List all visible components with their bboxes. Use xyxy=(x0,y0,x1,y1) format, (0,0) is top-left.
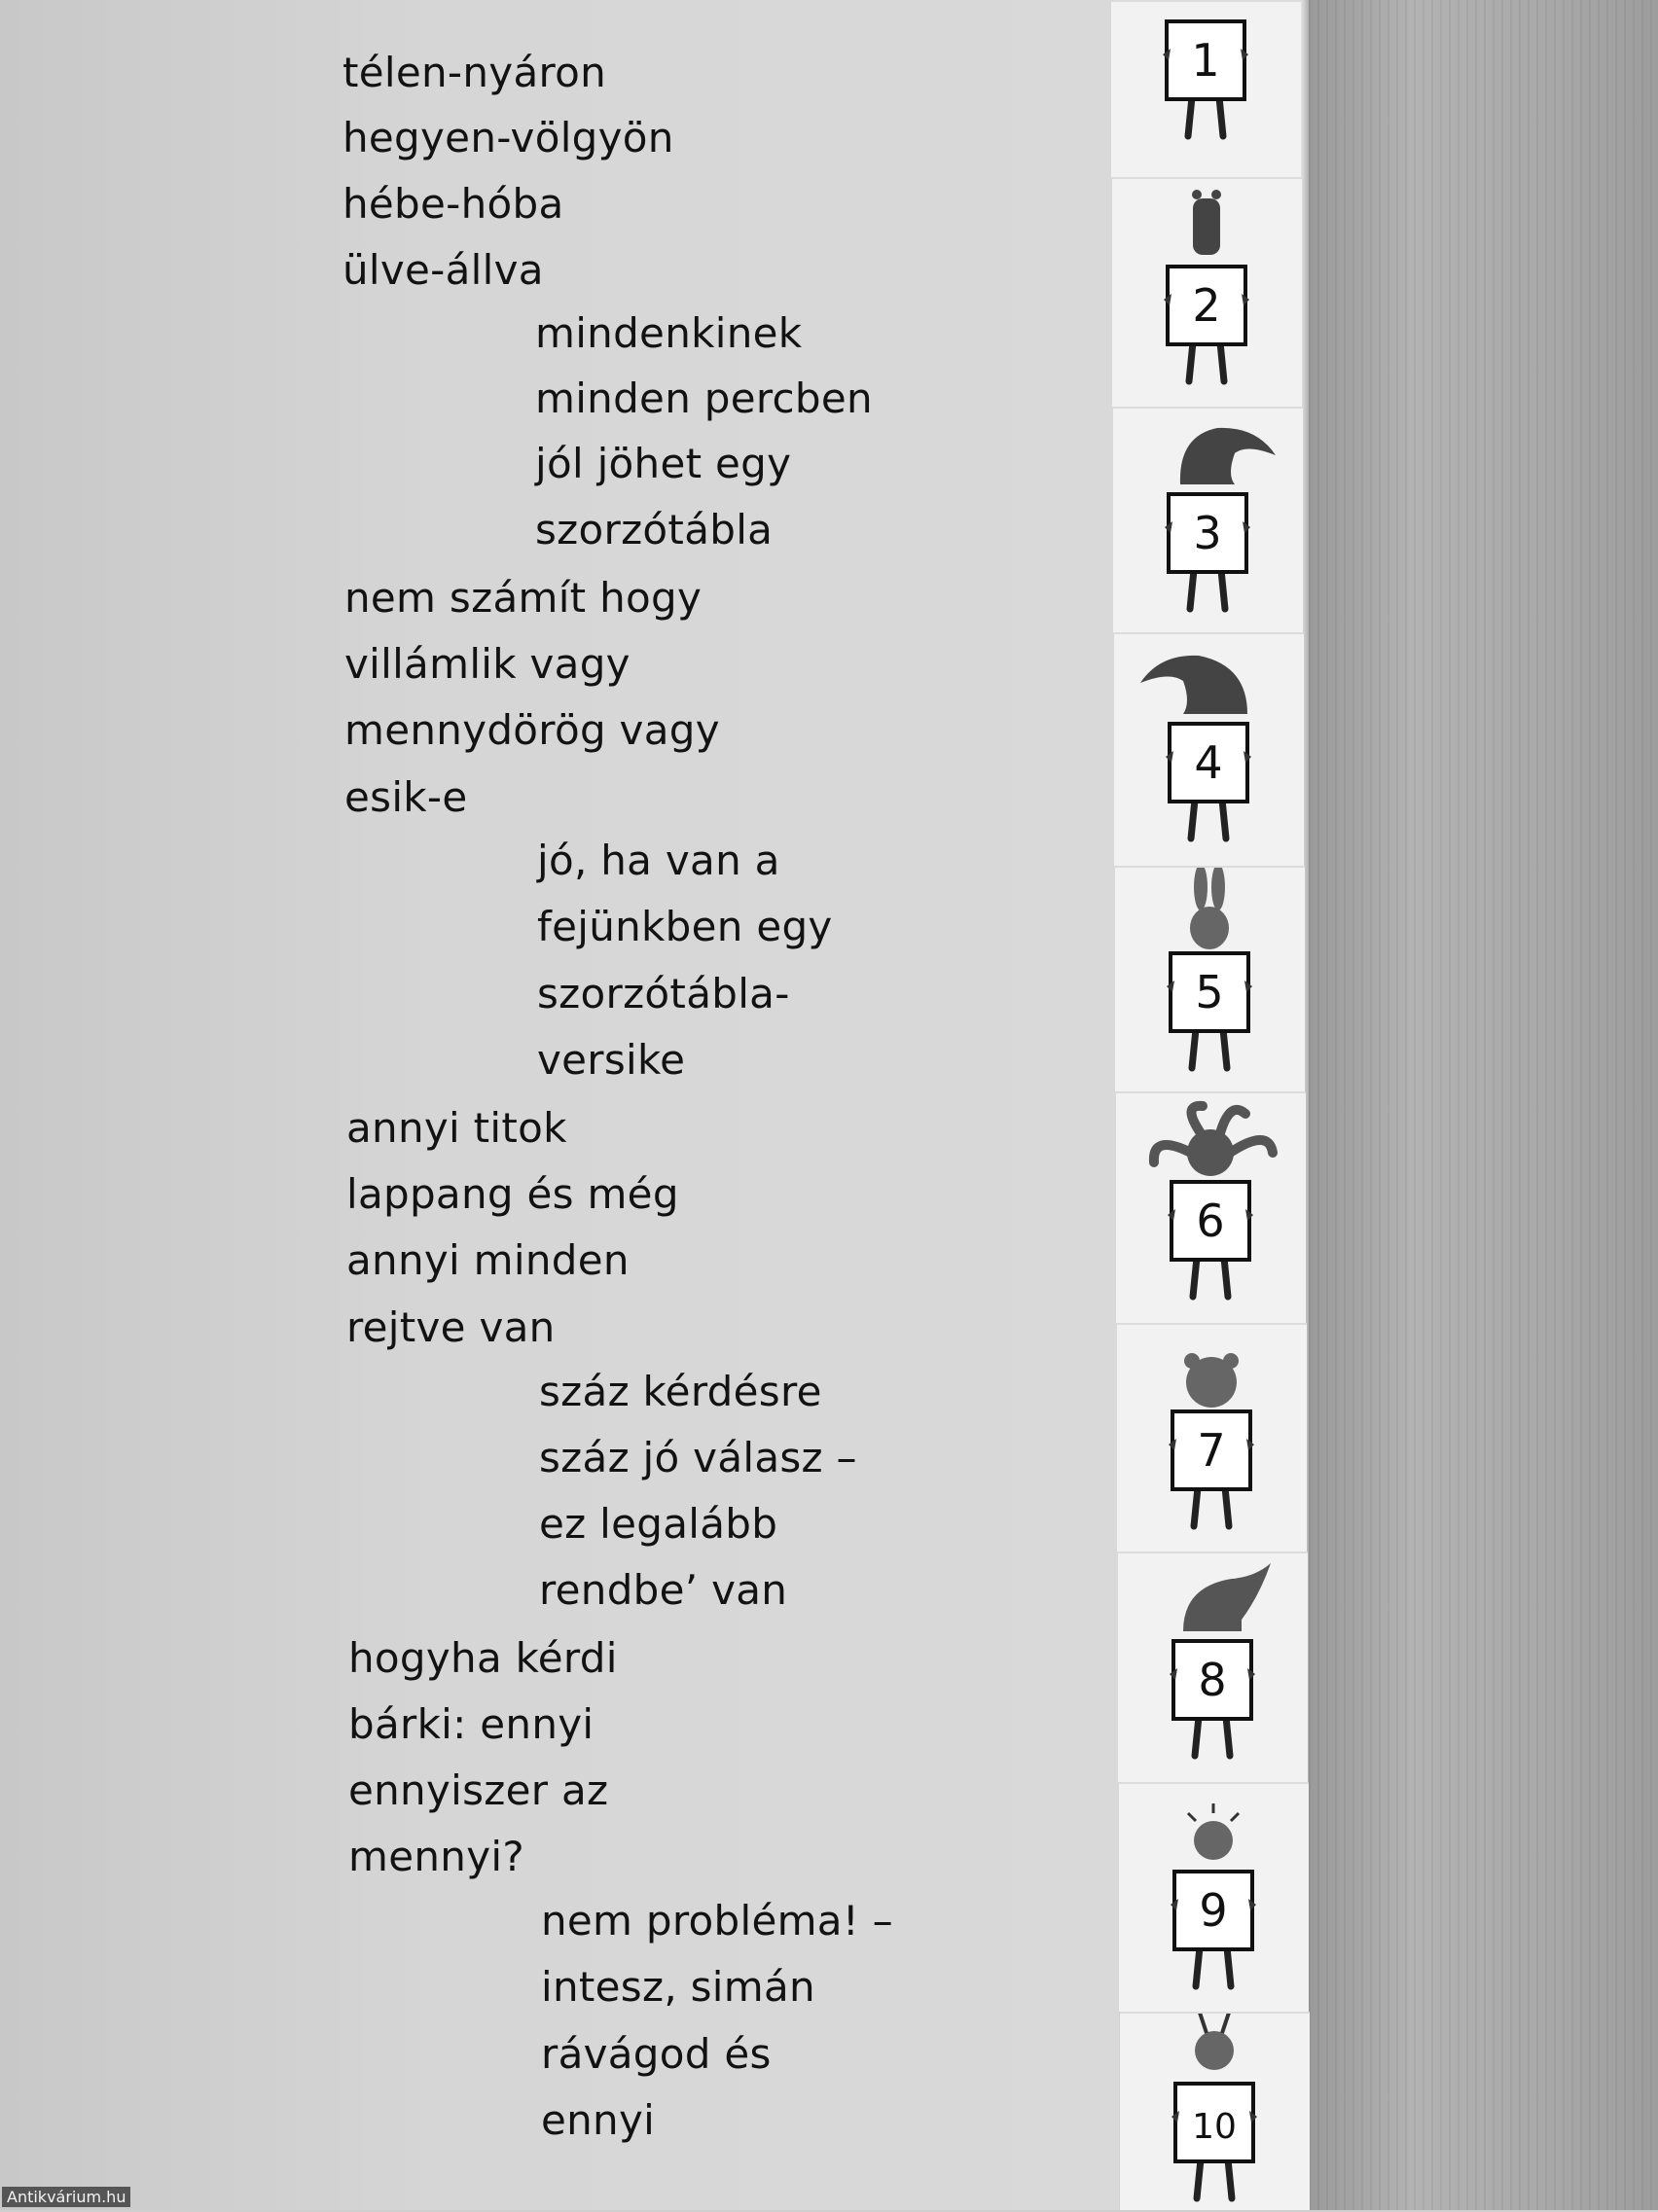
index-tab-10[interactable] xyxy=(1120,2012,1310,2210)
watermark: Antikvárium.hu xyxy=(2,2187,130,2207)
poem-line: versike xyxy=(537,1036,686,1084)
poem-line: annyi minden xyxy=(346,1236,630,1284)
index-tab-6[interactable] xyxy=(1116,1091,1306,1323)
poem-line: hegyen-völgyön xyxy=(342,114,674,161)
poem-line: hogyha kérdi xyxy=(348,1634,618,1682)
index-tab-7[interactable] xyxy=(1117,1323,1307,1552)
poem-line: szorzótábla- xyxy=(537,970,790,1017)
poem-line: annyi titok xyxy=(346,1104,567,1152)
poem-line: mennydörög vagy xyxy=(344,706,720,754)
tab-number: 1 xyxy=(1191,34,1220,87)
poem-line: hébe-hóba xyxy=(342,180,564,228)
tab-number: 9 xyxy=(1199,1884,1228,1937)
poem-line: száz kérdésre xyxy=(539,1368,822,1415)
poem-line: bárki: ennyi xyxy=(348,1700,595,1748)
poem-line: rendbe’ van xyxy=(539,1566,788,1614)
poem-line: villámlik vagy xyxy=(344,640,631,688)
poem-line: ennyiszer az xyxy=(348,1766,609,1814)
poem-line: ez legalább xyxy=(539,1500,778,1548)
poem-line: rávágod és xyxy=(541,2030,772,2078)
index-tab-8[interactable] xyxy=(1118,1552,1308,1782)
poem-line: esik-e xyxy=(344,773,468,821)
index-tab-9[interactable] xyxy=(1119,1782,1309,2012)
poem-line: nem számít hogy xyxy=(344,574,703,622)
poem-line: intesz, simán xyxy=(541,1963,815,2011)
tab-number: 6 xyxy=(1196,1195,1225,1247)
tab-number: 3 xyxy=(1193,507,1222,559)
poem-line: rejtve van xyxy=(346,1303,556,1351)
poem-line: télen-nyáron xyxy=(342,49,607,96)
poem-line: nem probléma! – xyxy=(541,1897,893,1944)
giraffe-icon-2 xyxy=(1112,179,1302,409)
tab-number: 4 xyxy=(1194,736,1223,789)
bird-icon-8 xyxy=(1118,1553,1308,1784)
poem-line: lappang és még xyxy=(346,1170,679,1218)
poem-line: minden percben xyxy=(535,375,873,422)
index-tab-1[interactable] xyxy=(1111,0,1301,177)
poem-line: ennyi xyxy=(541,2096,656,2144)
index-tab-2[interactable] xyxy=(1112,177,1302,407)
rabbit-icon-5 xyxy=(1115,868,1305,1093)
tab-number: 5 xyxy=(1195,966,1224,1018)
poem-line: jó, ha van a xyxy=(537,837,780,884)
robot-icon-10 xyxy=(1120,2014,1310,2212)
poem-line: száz jó válasz – xyxy=(539,1434,857,1481)
sun-face-icon-9 xyxy=(1119,1784,1309,2014)
index-tab-4[interactable] xyxy=(1114,632,1304,866)
bear-icon-7 xyxy=(1117,1325,1307,1553)
creature-icon-1 xyxy=(1111,2,1301,179)
poem-line: mennyi? xyxy=(348,1833,524,1880)
poem-line: jól jöhet egy xyxy=(535,440,792,487)
poem-line: mindenkinek xyxy=(535,309,803,357)
tab-number: 8 xyxy=(1198,1654,1227,1706)
anteater-icon-3 xyxy=(1113,409,1303,634)
octopus-icon-6 xyxy=(1116,1093,1306,1325)
index-tab-3[interactable] xyxy=(1113,407,1303,632)
poem-line: ülve-állva xyxy=(342,246,544,294)
poem-line: fejünkben egy xyxy=(537,903,833,950)
index-tab-5[interactable] xyxy=(1115,866,1305,1091)
tab-number: 2 xyxy=(1192,279,1221,332)
tab-number: 7 xyxy=(1197,1424,1226,1477)
poem-line: szorzótábla xyxy=(535,506,774,553)
wooden-table-background xyxy=(1309,0,1658,2210)
anteater-icon-4 xyxy=(1114,634,1304,868)
tab-number: 10 xyxy=(1192,2107,1237,2147)
